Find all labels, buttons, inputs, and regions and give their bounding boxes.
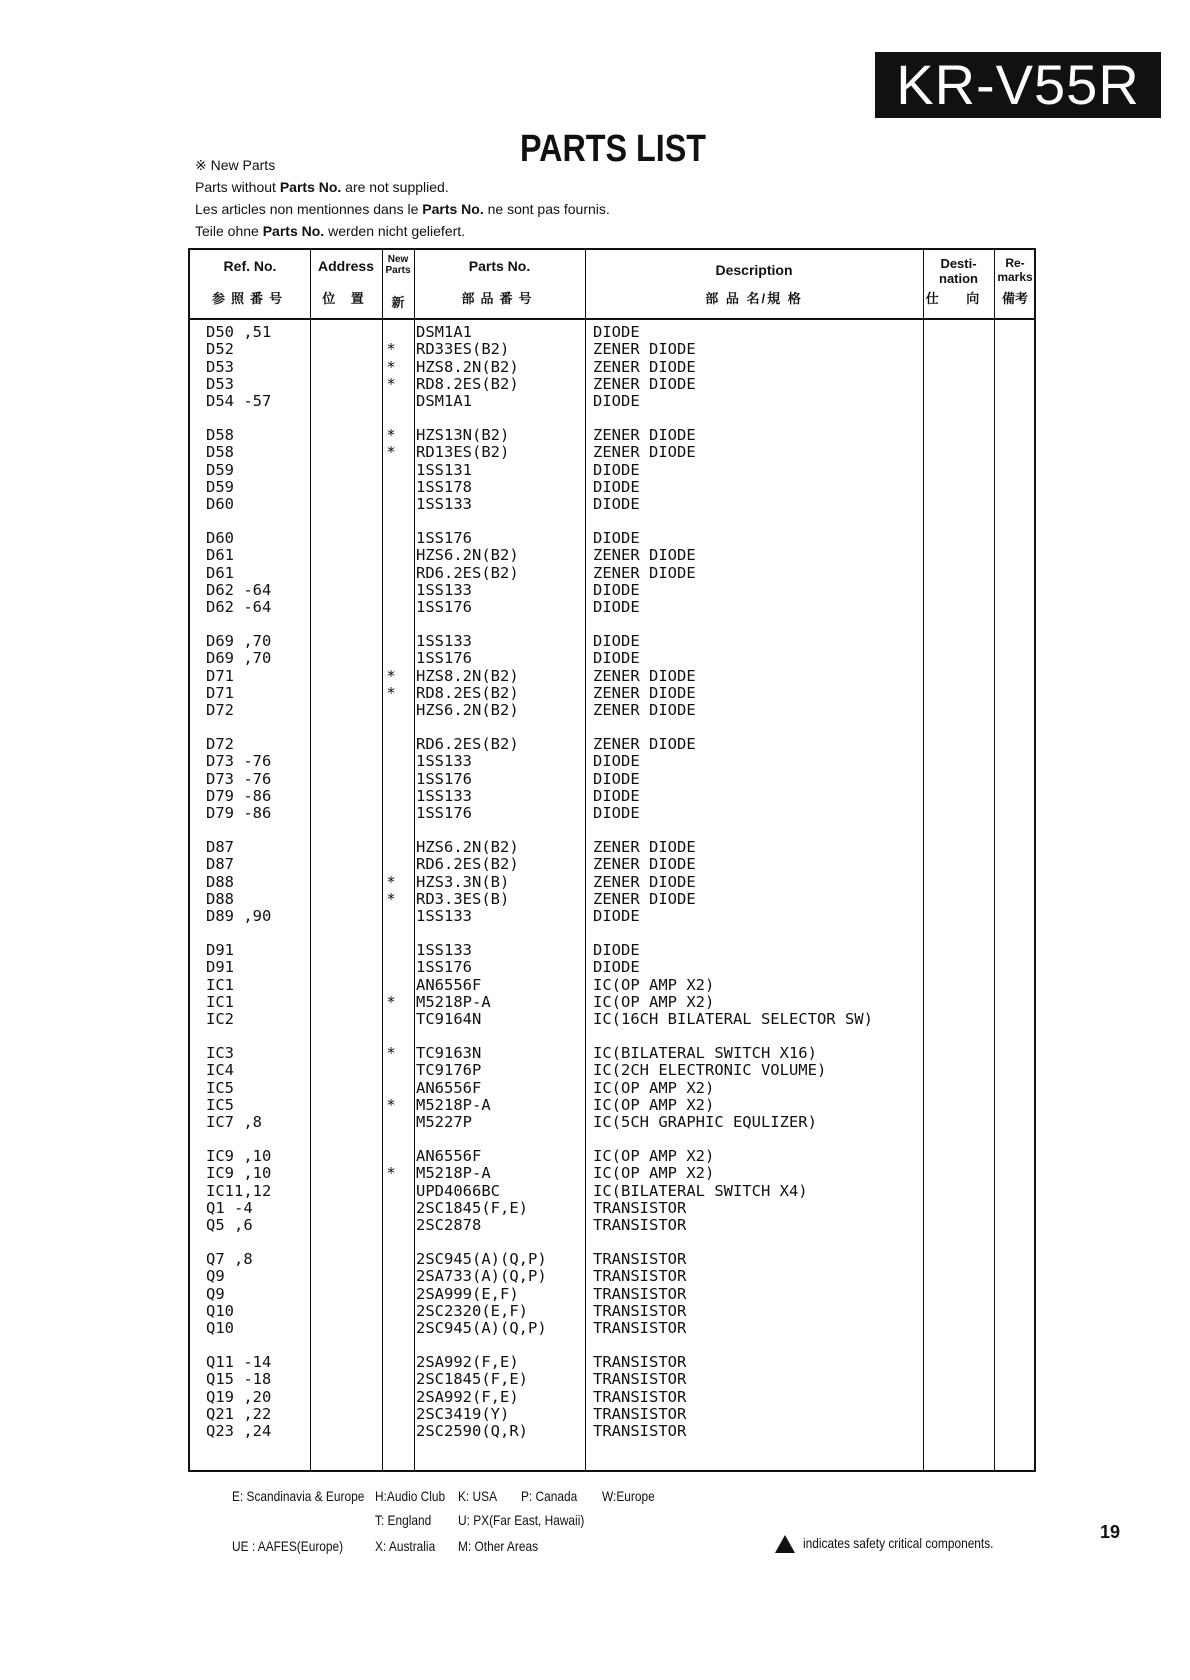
part-no: HZS6.2N(B2)	[416, 701, 519, 720]
ref-no: Q15 -18	[206, 1370, 272, 1389]
model-number: KR-V55R	[875, 52, 1161, 118]
part-no: 2SC2320(E,F)	[416, 1301, 528, 1320]
description: DIODE	[593, 649, 640, 668]
part-no: DSM1A1	[416, 392, 472, 411]
new-part-mark	[378, 324, 404, 341]
description: DIODE	[593, 495, 640, 514]
description: IC(OP AMP X2)	[593, 1095, 715, 1114]
description: IC(OP AMP X2)	[593, 992, 715, 1011]
ref-no: D69 ,70	[206, 632, 272, 650]
new-part-mark	[378, 1354, 404, 1371]
part-no: RD8.2ES(B2)	[416, 374, 519, 393]
legend-x: X: Australia	[375, 1538, 436, 1554]
new-part-mark: *	[386, 1164, 396, 1183]
new-part-mark	[378, 650, 404, 667]
part-no: HZS8.2N(B2)	[416, 357, 519, 376]
new-part-mark	[378, 393, 404, 410]
part-no: HZS8.2N(B2)	[416, 666, 519, 685]
new-part-mark	[378, 547, 404, 564]
new-part-mark: *	[386, 889, 396, 908]
parts-table	[188, 248, 1036, 1472]
part-no: 2SC3419(Y)	[416, 1404, 510, 1423]
ref-no: D61	[206, 563, 234, 582]
ref-no: D87	[206, 838, 234, 856]
new-part-mark	[378, 1217, 404, 1234]
part-no: HZS6.2N(B2)	[416, 546, 519, 565]
new-part-mark	[378, 479, 404, 496]
ref-no: D62 -64	[206, 580, 272, 599]
part-no: 2SA992(F,E)	[416, 1353, 519, 1371]
description: DIODE	[593, 786, 640, 805]
description: ZENER DIODE	[593, 340, 696, 359]
new-part-mark	[378, 1371, 404, 1388]
part-no: AN6556F	[416, 1147, 482, 1165]
part-no: 1SS176	[416, 804, 472, 823]
new-part-mark	[378, 977, 404, 994]
description: DIODE	[593, 477, 640, 496]
ref-no: D59	[206, 460, 234, 479]
ref-no: D72	[206, 735, 234, 753]
description: ZENER DIODE	[593, 666, 696, 685]
part-no: M5218P-A	[416, 1095, 491, 1114]
new-part-mark	[378, 839, 404, 856]
part-no: M5218P-A	[416, 992, 491, 1011]
ref-no: Q21 ,22	[206, 1404, 272, 1423]
ref-no: D52	[206, 340, 234, 359]
part-no: HZS13N(B2)	[416, 426, 510, 444]
page-title: PARTS LIST	[520, 128, 707, 170]
new-part-mark	[378, 496, 404, 513]
description: DIODE	[593, 769, 640, 788]
new-part-mark	[378, 942, 404, 959]
description: ZENER DIODE	[593, 855, 696, 874]
new-part-mark: *	[386, 666, 396, 685]
part-no: 1SS176	[416, 649, 472, 668]
new-part-mark	[378, 1200, 404, 1217]
new-part-mark	[378, 1303, 404, 1320]
ref-no: IC1	[206, 975, 234, 994]
ref-no: D91	[206, 941, 234, 959]
description: ZENER DIODE	[593, 872, 696, 891]
description: IC(5CH GRAPHIC EQULIZER)	[593, 1113, 817, 1132]
part-no: 1SS176	[416, 598, 472, 617]
description: IC(OP AMP X2)	[593, 1164, 715, 1183]
ref-no: D53	[206, 357, 234, 376]
ref-no: D88	[206, 872, 234, 891]
part-no: 2SC1845(F,E)	[416, 1198, 528, 1217]
description: DIODE	[593, 460, 640, 479]
legend-t: T: England	[375, 1512, 432, 1528]
description: ZENER DIODE	[593, 889, 696, 908]
new-part-mark: *	[386, 992, 396, 1011]
new-part-mark: *	[386, 357, 396, 376]
description: DIODE	[593, 907, 640, 926]
new-part-mark	[378, 530, 404, 547]
part-no: 1SS133	[416, 907, 472, 926]
description: DIODE	[593, 392, 640, 411]
warning-icon	[775, 1535, 795, 1553]
ref-no: Q1 -4	[206, 1198, 253, 1217]
part-no: 2SA992(F,E)	[416, 1387, 519, 1406]
ref-no: D60	[206, 495, 234, 514]
new-part-mark: *	[386, 1095, 396, 1114]
ref-no: D54 -57	[206, 392, 272, 411]
part-no: 1SS133	[416, 495, 472, 514]
new-part-mark	[378, 1114, 404, 1131]
part-no: 1SS131	[416, 460, 472, 479]
new-part-mark	[378, 788, 404, 805]
part-no: RD6.2ES(B2)	[416, 735, 519, 753]
part-no: RD33ES(B2)	[416, 340, 510, 359]
note-fr: Les articles non mentionnes dans le Parts No. ne sont pas fournis.	[195, 201, 610, 217]
new-part-mark: *	[386, 1044, 396, 1062]
description: TRANSISTOR	[593, 1422, 687, 1441]
description: TRANSISTOR	[593, 1284, 687, 1303]
new-part-mark	[378, 1080, 404, 1097]
new-part-mark: *	[386, 340, 396, 359]
part-no: 1SS133	[416, 580, 472, 599]
ref-no: IC9 ,10	[206, 1164, 272, 1183]
part-no: M5227P	[416, 1113, 472, 1132]
description: ZENER DIODE	[593, 443, 696, 462]
description: IC(BILATERAL SWITCH X4)	[593, 1181, 808, 1200]
part-no: 2SC1845(F,E)	[416, 1370, 528, 1389]
part-no: AN6556F	[416, 1078, 482, 1097]
new-part-mark: *	[386, 374, 396, 393]
new-part-mark	[378, 1148, 404, 1165]
ref-no: D71	[206, 666, 234, 685]
legend-w: W:Europe	[602, 1488, 655, 1504]
ref-no: D91	[206, 958, 234, 977]
part-no: 1SS178	[416, 477, 472, 496]
part-no: TC9176P	[416, 1061, 482, 1080]
ref-no: D58	[206, 426, 234, 444]
safety-warning: indicates safety critical components.	[775, 1535, 1027, 1553]
ref-no: IC1	[206, 992, 234, 1011]
new-part-mark	[378, 1389, 404, 1406]
description: DIODE	[593, 752, 640, 771]
ref-no: D73 -76	[206, 769, 272, 788]
part-no: HZS6.2N(B2)	[416, 838, 519, 856]
description: TRANSISTOR	[593, 1353, 687, 1371]
ref-no: D79 -86	[206, 804, 272, 823]
new-part-mark	[378, 599, 404, 616]
new-part-mark	[378, 1406, 404, 1423]
new-parts-note: ※ New Parts	[195, 157, 276, 173]
new-part-mark: *	[386, 683, 396, 702]
new-part-mark	[378, 565, 404, 582]
new-part-mark	[378, 1062, 404, 1079]
legend-p: P: Canada	[521, 1488, 578, 1504]
description: ZENER DIODE	[593, 426, 696, 444]
part-no: DSM1A1	[416, 323, 472, 341]
note-en: Parts without Parts No. are not supplied.	[195, 179, 449, 195]
new-part-mark: *	[386, 443, 396, 462]
description: TRANSISTOR	[593, 1387, 687, 1406]
ref-no: D87	[206, 855, 234, 874]
ref-no: IC5	[206, 1078, 234, 1097]
ref-no: Q9	[206, 1267, 225, 1286]
description: TRANSISTOR	[593, 1250, 687, 1268]
description: IC(BILATERAL SWITCH X16)	[593, 1044, 817, 1062]
new-part-mark	[378, 1268, 404, 1285]
description: TRANSISTOR	[593, 1319, 687, 1338]
ref-no: Q5 ,6	[206, 1216, 253, 1235]
legend-ue: UE : AAFES(Europe)	[232, 1538, 344, 1554]
legend-k: K: USA	[458, 1488, 498, 1504]
part-no: 1SS176	[416, 958, 472, 977]
table-header: Ref. No. 参照番号 Address 位 置 New Parts 新 Parts No. 部品番号 Description 部 品 名/規 格 Desti- nation 仕 向 Re- marks 備考	[190, 250, 1034, 320]
ref-no: IC9 ,10	[206, 1147, 272, 1165]
new-part-mark	[378, 1423, 404, 1440]
part-no: 2SC945(A)(Q,P)	[416, 1319, 547, 1338]
legend-e: E: Scandinavia & Europe	[232, 1488, 365, 1504]
new-part-mark	[378, 1251, 404, 1268]
ref-no: D71	[206, 683, 234, 702]
description: DIODE	[593, 804, 640, 823]
description: DIODE	[593, 632, 640, 650]
part-no: UPD4066BC	[416, 1181, 500, 1200]
description: DIODE	[593, 323, 640, 341]
description: TRANSISTOR	[593, 1267, 687, 1286]
part-no: 2SC2878	[416, 1216, 482, 1235]
note-de: Teile ohne Parts No. werden nicht geliefert.	[195, 223, 466, 239]
part-no: TC9164N	[416, 1010, 482, 1029]
ref-no: D53	[206, 374, 234, 393]
description: ZENER DIODE	[593, 701, 696, 720]
ref-no: Q23 ,24	[206, 1422, 272, 1441]
new-part-mark	[378, 1320, 404, 1337]
new-part-mark: *	[386, 426, 396, 444]
new-part-mark	[378, 1286, 404, 1303]
description: ZENER DIODE	[593, 735, 696, 753]
description: DIODE	[593, 529, 640, 547]
ref-no: D88	[206, 889, 234, 908]
description: IC(OP AMP X2)	[593, 1147, 715, 1165]
description: ZENER DIODE	[593, 683, 696, 702]
description: IC(2CH ELECTRONIC VOLUME)	[593, 1061, 827, 1080]
new-part-mark	[378, 1011, 404, 1028]
part-no: 1SS133	[416, 752, 472, 771]
new-part-mark	[378, 771, 404, 788]
description: IC(16CH BILATERAL SELECTOR SW)	[593, 1010, 873, 1029]
description: ZENER DIODE	[593, 546, 696, 565]
ref-no: IC4	[206, 1061, 234, 1080]
part-no: RD3.3ES(B)	[416, 889, 510, 908]
ref-no: D69 ,70	[206, 649, 272, 668]
ref-no: D73 -76	[206, 752, 272, 771]
new-part-mark	[378, 856, 404, 873]
new-part-mark	[378, 582, 404, 599]
description: ZENER DIODE	[593, 563, 696, 582]
ref-no: D89 ,90	[206, 907, 272, 926]
part-no: 1SS176	[416, 769, 472, 788]
part-no: TC9163N	[416, 1044, 482, 1062]
description: IC(OP AMP X2)	[593, 975, 715, 994]
legend-u: U: PX(Far East, Hawaii)	[458, 1512, 585, 1528]
ref-no: Q7 ,8	[206, 1250, 253, 1268]
description: ZENER DIODE	[593, 357, 696, 376]
new-part-mark	[378, 1183, 404, 1200]
description: TRANSISTOR	[593, 1404, 687, 1423]
part-no: 2SA733(A)(Q,P)	[416, 1267, 547, 1286]
part-no: AN6556F	[416, 975, 482, 994]
new-part-mark	[378, 462, 404, 479]
part-no: RD6.2ES(B2)	[416, 855, 519, 874]
ref-no: D50 ,51	[206, 323, 272, 341]
ref-no: D58	[206, 443, 234, 462]
new-part-mark	[378, 633, 404, 650]
new-part-mark	[378, 908, 404, 925]
part-no: RD6.2ES(B2)	[416, 563, 519, 582]
new-part-mark: *	[386, 872, 396, 891]
notes	[195, 154, 610, 242]
ref-no: D79 -86	[206, 786, 272, 805]
description: DIODE	[593, 580, 640, 599]
description: IC(OP AMP X2)	[593, 1078, 715, 1097]
new-part-mark	[378, 805, 404, 822]
part-no: 2SC2590(Q,R)	[416, 1422, 528, 1441]
description: DIODE	[593, 958, 640, 977]
description: TRANSISTOR	[593, 1198, 687, 1217]
ref-no: D60	[206, 529, 234, 547]
ref-no: D59	[206, 477, 234, 496]
new-part-mark	[378, 753, 404, 770]
legend-m: M: Other Areas	[458, 1538, 539, 1554]
legend-h: H:Audio Club	[375, 1488, 446, 1504]
ref-no: IC7 ,8	[206, 1113, 262, 1132]
part-no: 1SS133	[416, 632, 472, 650]
ref-no: IC11,12	[206, 1181, 272, 1200]
part-no: 1SS176	[416, 529, 472, 547]
ref-no: Q9	[206, 1284, 225, 1303]
ref-no: D62 -64	[206, 598, 272, 617]
description: DIODE	[593, 941, 640, 959]
description: TRANSISTOR	[593, 1370, 687, 1389]
description: TRANSISTOR	[593, 1301, 687, 1320]
description: ZENER DIODE	[593, 374, 696, 393]
part-no: 2SC945(A)(Q,P)	[416, 1250, 547, 1268]
part-no: RD13ES(B2)	[416, 443, 510, 462]
description: TRANSISTOR	[593, 1216, 687, 1235]
new-part-mark	[378, 702, 404, 719]
ref-no: Q19 ,20	[206, 1387, 272, 1406]
part-no: HZS3.3N(B)	[416, 872, 510, 891]
ref-no: Q11 -14	[206, 1353, 272, 1371]
page-number: 19	[1100, 1522, 1121, 1542]
part-no: 2SA999(E,F)	[416, 1284, 519, 1303]
part-no: M5218P-A	[416, 1164, 491, 1183]
part-no: 1SS133	[416, 786, 472, 805]
ref-no: Q10	[206, 1301, 234, 1320]
description: DIODE	[593, 598, 640, 617]
part-no: RD8.2ES(B2)	[416, 683, 519, 702]
ref-no: IC5	[206, 1095, 234, 1114]
ref-no: D72	[206, 701, 234, 720]
ref-no: IC3	[206, 1044, 234, 1062]
ref-no: Q10	[206, 1319, 234, 1338]
new-part-mark	[378, 736, 404, 753]
new-part-mark	[378, 959, 404, 976]
description: ZENER DIODE	[593, 838, 696, 856]
part-no: 1SS133	[416, 941, 472, 959]
ref-no: IC2	[206, 1010, 234, 1029]
ref-no: D61	[206, 546, 234, 565]
